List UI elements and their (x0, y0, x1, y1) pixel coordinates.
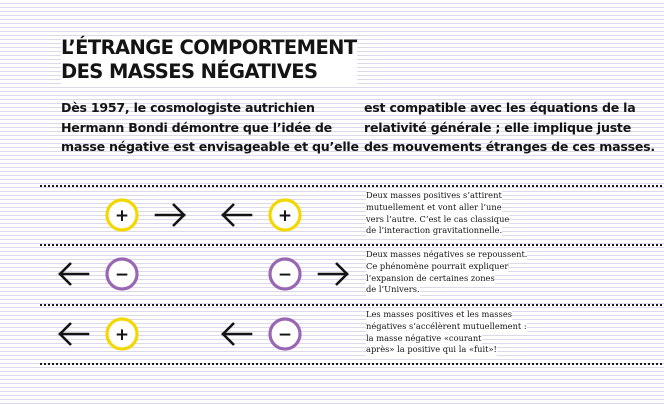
positive-mass (107, 319, 137, 349)
row-1-description-line: mutuellement et vont aller l’une (366, 201, 502, 212)
negative-mass (270, 319, 300, 349)
row-1-description-line: Deux masses positives s’attirent (366, 190, 502, 200)
negative-sign: − (277, 325, 293, 345)
intro-right-line-2: relativité générale ; elle implique juste (364, 119, 631, 135)
arrow-right-icon (319, 263, 347, 285)
row-1-description-line: de l’interaction gravitationnelle. (366, 225, 503, 236)
row-3-description-line: négatives s’accélèrent mutuellement : (366, 320, 527, 331)
arrow-left-icon (60, 323, 88, 345)
positive-sign: + (114, 325, 130, 345)
row-3-description-line: la masse négative «courant (366, 332, 482, 343)
row-3-description-line: Les masses positives et les masses (366, 309, 512, 319)
row-2-description-line: Ce phénomène pourrait expliquer (366, 260, 509, 271)
intro-right-line-3: des mouvements étranges de ces masses. (364, 139, 655, 154)
positive-sign: + (114, 206, 130, 226)
negative-sign: − (114, 265, 130, 285)
positive-sign: + (277, 206, 293, 226)
positive-mass (107, 200, 137, 230)
arrow-left-icon (223, 323, 251, 345)
row-1-description (366, 190, 662, 237)
negative-mass (270, 259, 300, 289)
row-2-description-line: Deux masses négatives se repoussent. (366, 249, 528, 259)
intro-right-line-1: est compatible avec les équations de la (364, 100, 636, 115)
row-2-description (366, 249, 662, 296)
arrow-right-icon (156, 204, 184, 226)
intro-left-line-3: masse négative est envisageable et qu’elle (61, 139, 359, 154)
intro-left-line-1: Dès 1957, le cosmologiste autrichien (61, 100, 315, 115)
intro-left-line-2: Hermann Bondi démontre que l’idée de (61, 119, 332, 135)
row-3-description-line: après» la positive qui la «fuit»! (366, 344, 497, 355)
row-2-description-line: de l’Univers. (366, 284, 420, 295)
title-line-2: DES MASSES NÉGATIVES (61, 60, 318, 83)
title-line-1: L’ÉTRANGE COMPORTEMENT (61, 36, 357, 59)
negative-mass (107, 259, 137, 289)
row-2-description-line: l’expansion de certaines zones (366, 272, 495, 283)
negative-sign: − (277, 265, 293, 285)
row-3-description (366, 309, 662, 356)
arrow-left-icon (223, 204, 251, 226)
row-1-description-line: vers l’autre. C’est le cas classique (366, 213, 510, 224)
intro-text-right (364, 98, 655, 157)
positive-mass (270, 200, 300, 230)
arrow-left-icon (60, 263, 88, 285)
